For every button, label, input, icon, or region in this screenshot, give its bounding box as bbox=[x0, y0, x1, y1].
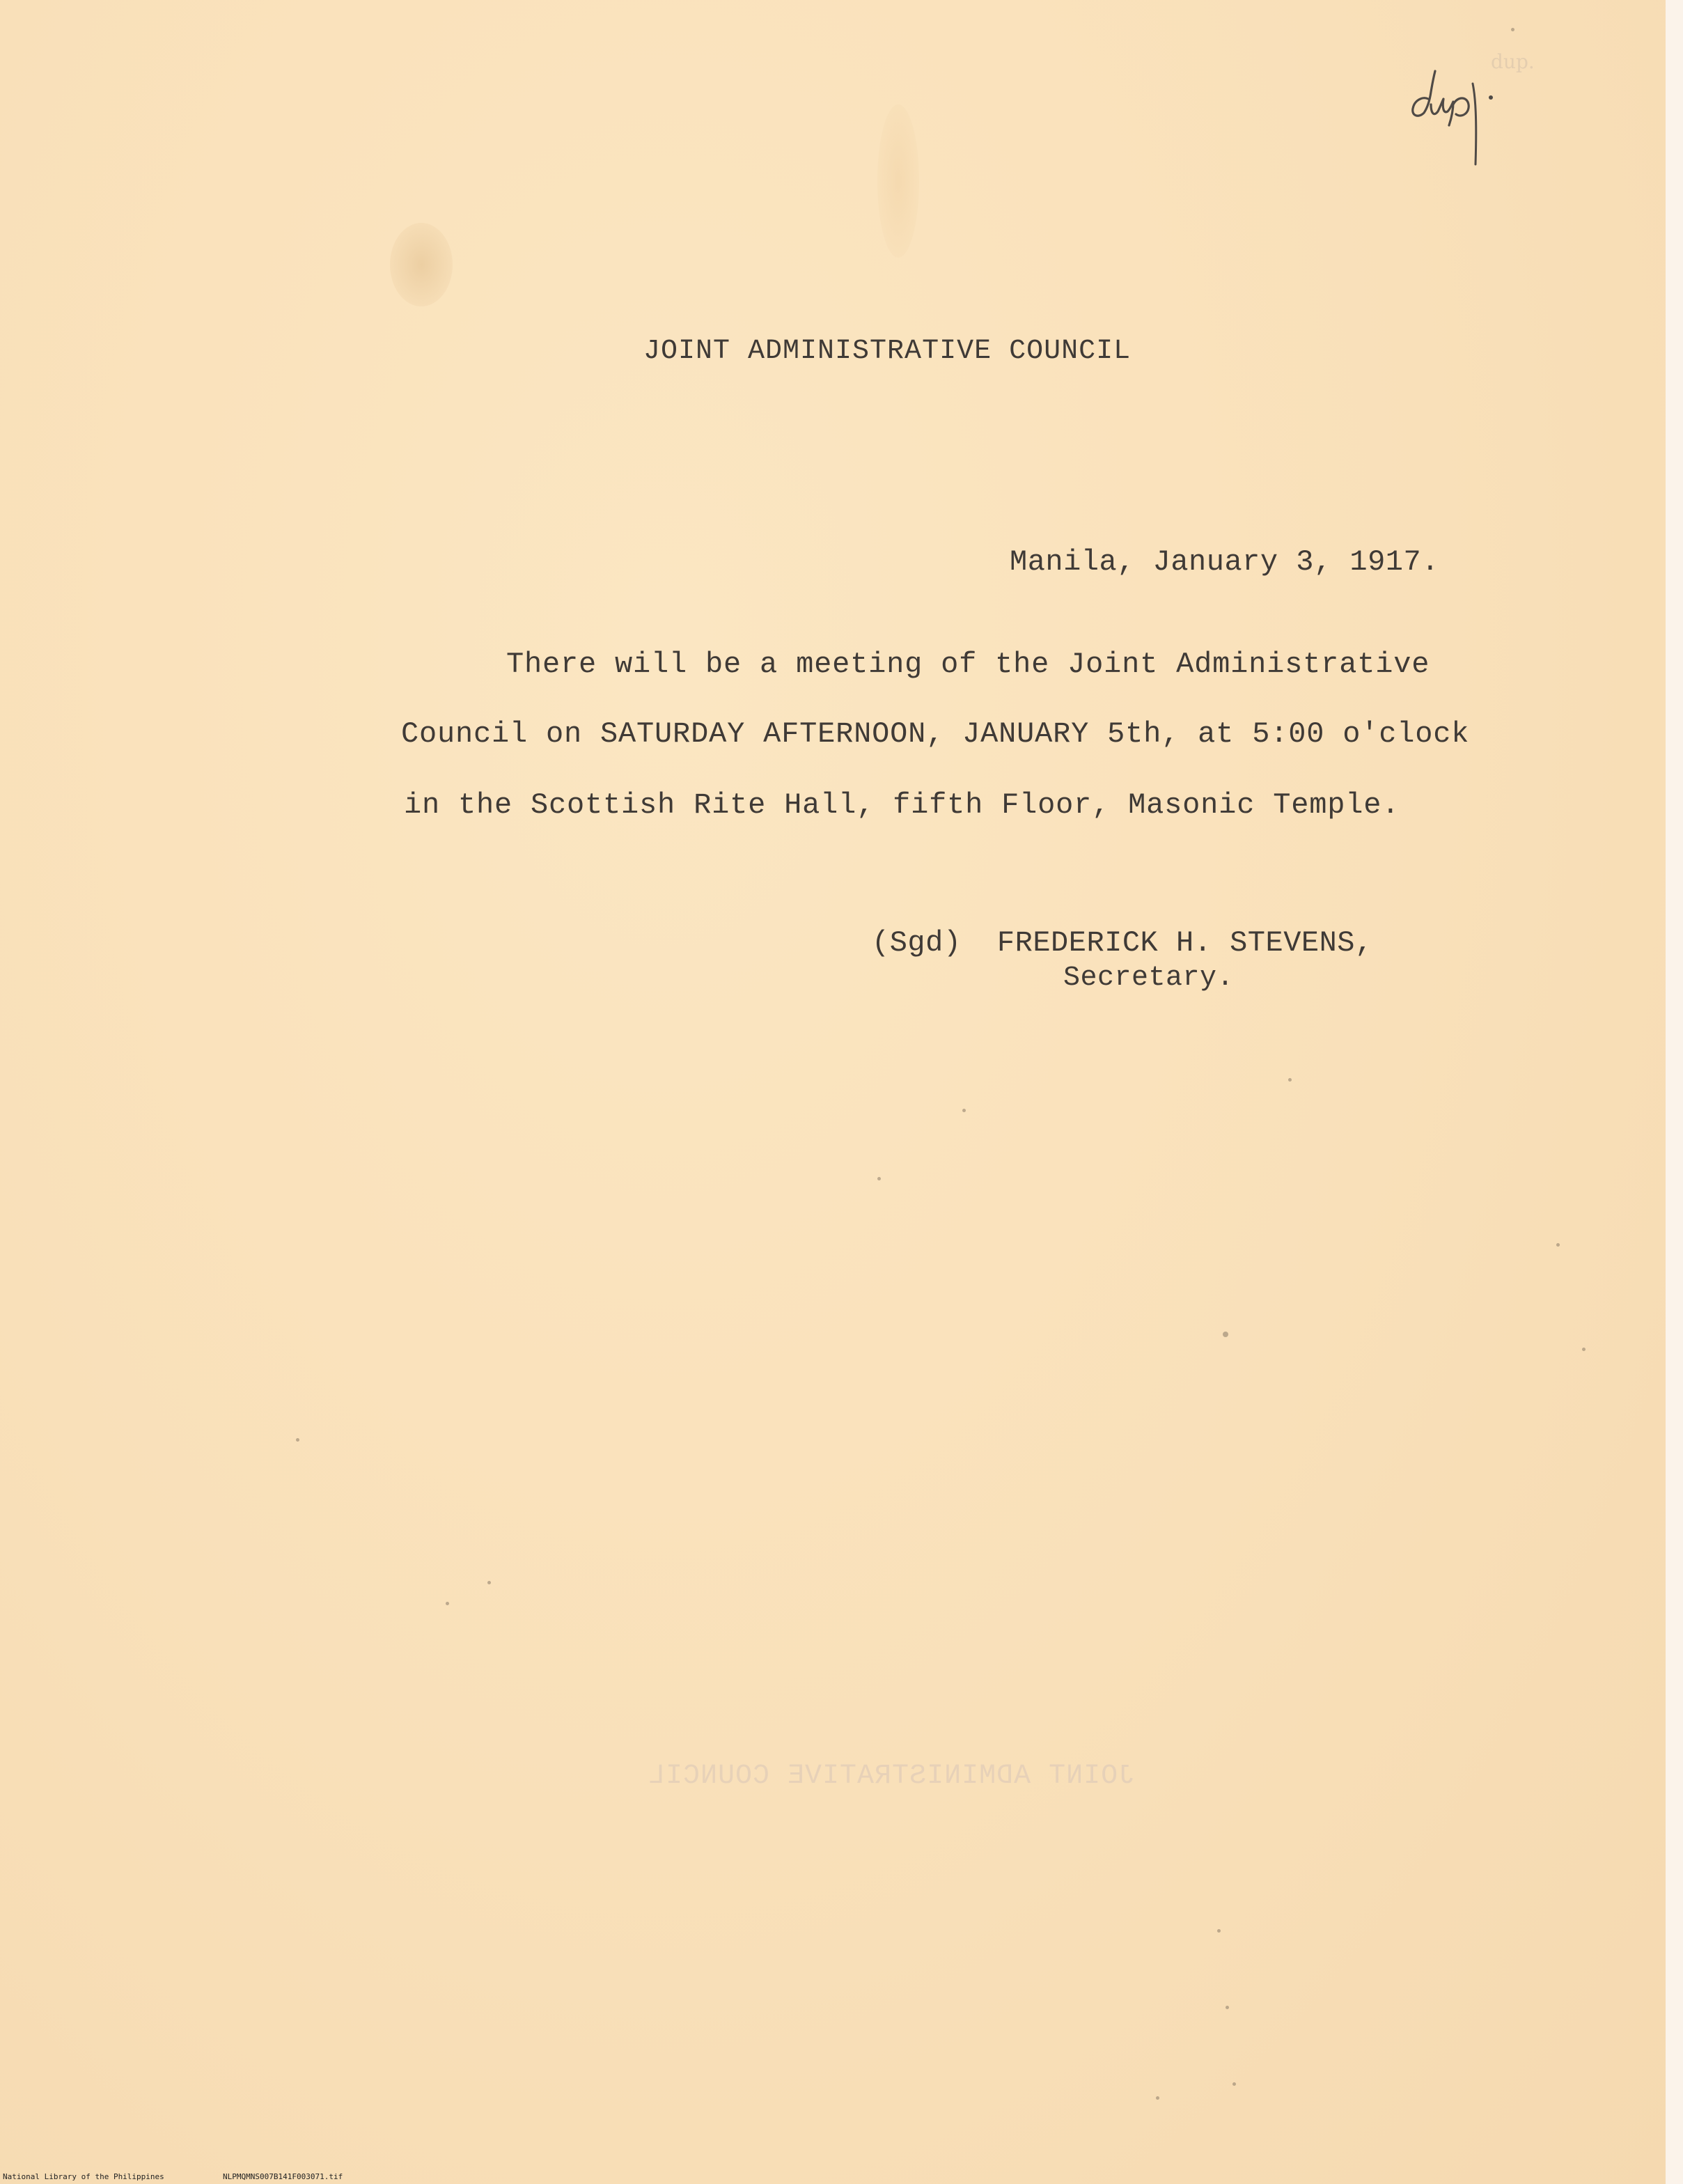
paper-speck bbox=[1226, 2006, 1229, 2009]
paper-speck bbox=[1582, 1348, 1586, 1351]
paper-stain bbox=[390, 223, 453, 306]
body-line: Council on SATURDAY AFTERNOON, JANUARY 5th, at 5:00 o'clock bbox=[401, 717, 1470, 751]
paper-speck bbox=[296, 1438, 299, 1442]
paper-speck bbox=[446, 1602, 449, 1605]
paper-speck bbox=[1288, 1078, 1292, 1082]
paper-speck bbox=[877, 1177, 881, 1180]
footer-institution: National Library of the Philippines bbox=[3, 2172, 164, 2181]
paper-speck bbox=[1223, 1332, 1228, 1337]
scan-edge bbox=[1666, 0, 1683, 2184]
paper-speck bbox=[1156, 2096, 1159, 2100]
paper-speck bbox=[1232, 2082, 1236, 2086]
paper-stain bbox=[877, 104, 919, 258]
handwritten-dup-note bbox=[1403, 50, 1535, 174]
paper-speck bbox=[1556, 1243, 1560, 1247]
paper-speck bbox=[962, 1109, 966, 1112]
paper-speck bbox=[487, 1581, 491, 1584]
date-line: Manila, January 3, 1917. bbox=[1010, 545, 1439, 579]
bleed-through-text: JOINT ADMINISTRATIVE COUNCIL bbox=[648, 1761, 1136, 1792]
paper-speck bbox=[1511, 28, 1514, 31]
body-line: in the Scottish Rite Hall, fifth Floor, Masonic Temple. bbox=[404, 788, 1400, 822]
footer-file-name: NLPMQMNS007B141F003071.tif bbox=[223, 2172, 343, 2181]
svg-text:dup.: dup. bbox=[1491, 50, 1535, 73]
signature-title: Secretary. bbox=[1063, 962, 1235, 994]
document-heading: JOINT ADMINISTRATIVE COUNCIL bbox=[643, 336, 1132, 367]
signature-line: (Sgd) FREDERICK H. STEVENS, bbox=[872, 926, 1373, 960]
body-line: There will be a meeting of the Joint Administrative bbox=[506, 648, 1430, 681]
paper-speck bbox=[1217, 1929, 1221, 1933]
